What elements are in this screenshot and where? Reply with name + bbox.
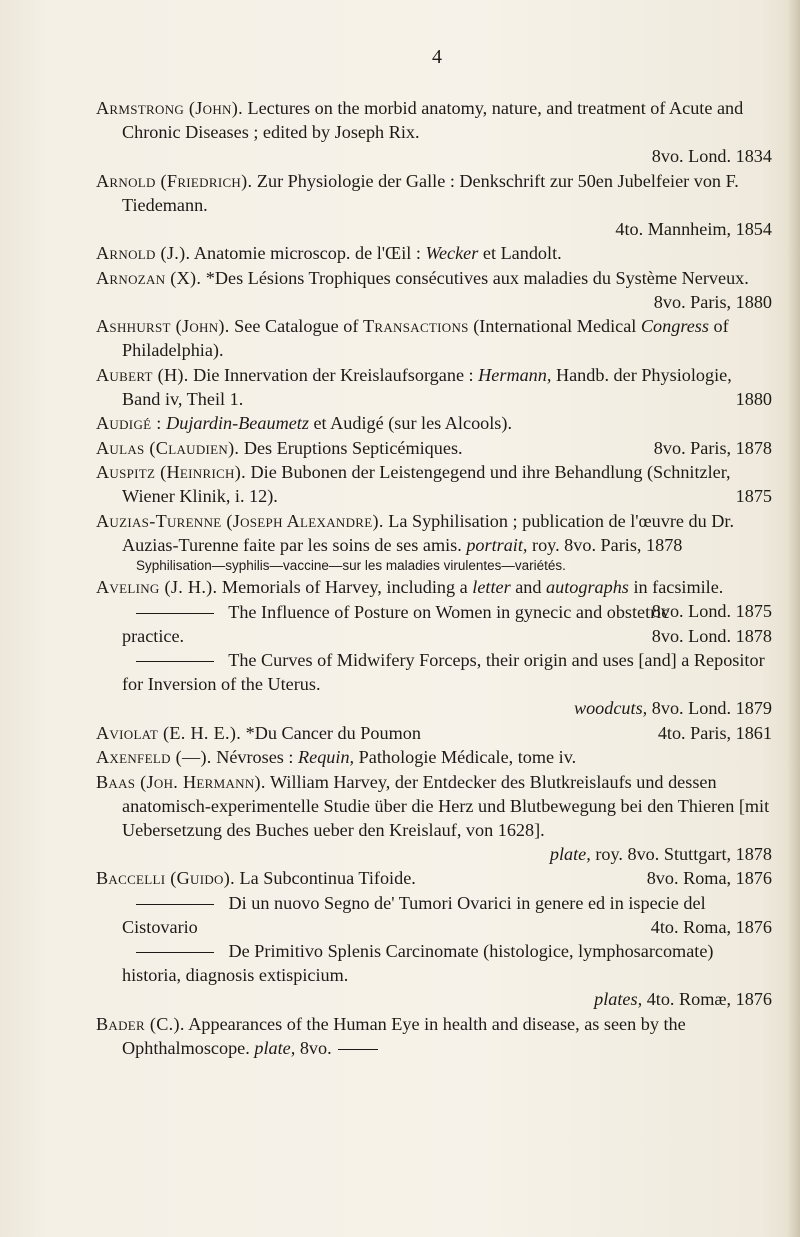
entry-imprint: 1880 [735, 388, 772, 409]
entry-aveling-forceps [96, 648, 772, 720]
entry-author: Arnold (J.). [96, 243, 191, 263]
entry-imprint: 8vo. Lond. 1875 [651, 601, 772, 621]
entry-title: Di un nuovo Segno de' Tumori Ovarici in genere ed in ispecie del Cistovario [122, 892, 706, 937]
entry-auzias-turenne [96, 509, 772, 575]
entry-title-italic: Requin, [298, 747, 355, 767]
ditto-rule [136, 613, 214, 614]
entry-title-italic: portrait, [466, 534, 528, 555]
entry-title: of Philadelphia). [122, 316, 729, 360]
entry-arnold-friedrich [96, 169, 772, 241]
entry-imprint: 8vo. Lond. 1834 [651, 146, 772, 166]
entry-axenfeld [96, 745, 772, 769]
entry-author: Arnozan (X). [96, 267, 202, 288]
page-number: 4 [432, 46, 442, 68]
ditto-rule [136, 952, 214, 953]
entry-title: *Du Cancer du Poumon [245, 722, 421, 743]
entry-imprint-line [122, 842, 772, 866]
ditto-rule [136, 904, 214, 905]
entry-imprint-line [122, 696, 772, 720]
entry-author: Baccelli (Guido). [96, 868, 235, 888]
entry-auspitz [96, 460, 772, 508]
entry-title-italic: autographs [546, 577, 629, 597]
entry-author: Aveling (J. H.). [96, 577, 218, 597]
entry-author: Axenfeld (—). [96, 747, 212, 767]
entry-imprint: 4to. Paris, 1861 [657, 722, 772, 743]
entry-title-italic: Hermann, [478, 364, 552, 385]
continuation-rule [338, 1049, 378, 1050]
entry-author: Aviolat (E. H. E.). [96, 722, 242, 743]
entry-title: See Catalogue of [234, 316, 359, 336]
entry-imprint: 8vo. Lond. 1878 [651, 625, 772, 646]
entry-title-smallcaps: Transactions [362, 316, 469, 336]
entry-imprint: 8vo. Paris, 1878 [653, 437, 772, 458]
entry-title: De Primitivo Splenis Carcinomate (histologice, lymphosarcomate) historia, diagnosis extispicium. [122, 941, 714, 985]
entry-title: La Syphilisation ; publication de l'œuvre du Dr. Auzias-Turenne faite par les soins de ses amis. [122, 510, 734, 555]
entry-author: Bader (C.). [96, 1013, 185, 1034]
entry-title: The Influence of Posture on Women in gynecic and obstetric practice. [122, 601, 670, 646]
entry-baas [96, 770, 772, 866]
entry-baccelli-ovarici [96, 891, 772, 939]
entry-title-italic: Dujardin-Beaumetz [166, 413, 309, 433]
entry-title: Névroses : [216, 747, 294, 767]
entry-imprint: 1875 [735, 486, 772, 506]
entry-author: Auzias-Turenne (Joseph Alexandre). [96, 510, 384, 531]
entry-title: Anatomie microscop. de l'Œil : [193, 243, 421, 263]
entry-title: Appearances of the Human Eye in health and disease, as seen by the Ophthalmoscope. [122, 1013, 686, 1058]
entry-imprint: 8vo. [299, 1037, 332, 1058]
entry-title-italic: Congress [640, 316, 709, 336]
page-edge [786, 0, 800, 1237]
entry-author: Auspitz (Heinrich). [96, 462, 246, 482]
entry-author: Aulas (Claudien). [96, 437, 240, 458]
entry-aubert [96, 363, 772, 411]
catalogue-entries [96, 96, 772, 1060]
entry-title: and [515, 577, 542, 597]
entry-imprint: roy. 8vo. Paris, 1878 [532, 534, 683, 555]
entry-title: The Curves of Midwifery Forceps, their origin and uses [and] a Repositor for Inversion of the Uterus. [122, 650, 765, 694]
entry-author: Baas (Joh. Hermann). [96, 771, 266, 792]
entry-author: Aubert (H). [96, 364, 189, 385]
entry-author: Audigé : [96, 413, 162, 433]
entry-title: et Audigé (sur les Alcools). [313, 413, 512, 433]
entry-title-italic: letter [472, 577, 511, 597]
entry-title-italic: plates, [594, 989, 643, 1009]
entry-title-italic: plate, [549, 843, 591, 864]
entry-title-italic: plate, [254, 1037, 296, 1058]
entry-author: Armstrong (John). [96, 98, 243, 118]
entry-bader [96, 1012, 772, 1060]
entry-author: Ashhurst (John). [96, 316, 230, 336]
entry-title: Die Innervation der Kreislaufsorgane : [193, 364, 474, 385]
entry-title: Memorials of Harvey, including a [221, 577, 468, 597]
entry-author: Arnold (Friedrich). [96, 170, 253, 191]
entry-title: William Harvey, der Entdecker des Blutkreislaufs und dessen anatomisch-experimentelle Studie über die Herz und Blutbewegung bei den Thieren [mit Uebersetzung des Buches ueber den Kreislauf, von 1628]. [122, 771, 770, 840]
entry-title: *Des Lésions Trophiques consécutives aux maladies du Système Nerveux. [205, 267, 749, 288]
entry-arnold-j [96, 241, 772, 265]
entry-aviolat [96, 721, 772, 745]
entry-arnozan [96, 266, 772, 314]
entry-contents-note: Syphilisation—syphilis—vaccine—sur les maladies virulentes—variétés. [136, 557, 566, 573]
entry-title-italic: Wecker [425, 243, 479, 263]
entry-imprint: 8vo. Roma, 1876 [646, 868, 772, 888]
entry-title: Des Eruptions Septicémiques. [243, 437, 463, 458]
ditto-rule [136, 661, 214, 662]
entry-armstrong [96, 96, 772, 168]
entry-imprint: 4to. Mannheim, 1854 [615, 218, 772, 239]
entry-title: Zur Physiologie der Galle : Denkschrift zur 50en Jubelfeier von F. Tiedemann. [122, 170, 739, 215]
entry-aveling [96, 575, 772, 621]
entry-title: Handb. der Physiologie, Band iv, Theil 1. [122, 364, 732, 409]
entry-ashhurst [96, 314, 772, 362]
entry-title: et Landolt. [482, 243, 562, 263]
entry-aulas [96, 436, 772, 460]
entry-title: La Subcontinua Tifoide. [239, 868, 416, 888]
entry-title: (International Medical [473, 316, 637, 336]
entry-imprint: 8vo. Paris, 1880 [653, 291, 772, 312]
entry-imprint: 4to. Roma, 1876 [650, 916, 772, 937]
entry-audige [96, 411, 772, 435]
entry-imprint-line [122, 987, 772, 1011]
entry-title: in facsimile. [633, 577, 724, 597]
entry-imprint: roy. 8vo. Stuttgart, 1878 [595, 843, 772, 864]
entry-title: Lectures on the morbid anatomy, nature, and treatment of Acute and Chronic Diseases ; edited by Joseph Rix. [122, 98, 744, 142]
entry-imprint: 8vo. Lond. 1879 [651, 698, 772, 718]
entry-title-italic: woodcuts, [573, 698, 648, 718]
entry-baccelli [96, 866, 772, 890]
entry-imprint: 4to. Romæ, 1876 [646, 989, 772, 1009]
entry-title: Pathologie Médicale, tome iv. [358, 747, 577, 767]
entry-baccelli-splenis [96, 939, 772, 1011]
entry-title: Die Bubonen der Leistengegend und ihre Behandlung (Schnitzler, Wiener Klinik, i. 12). [122, 462, 731, 506]
